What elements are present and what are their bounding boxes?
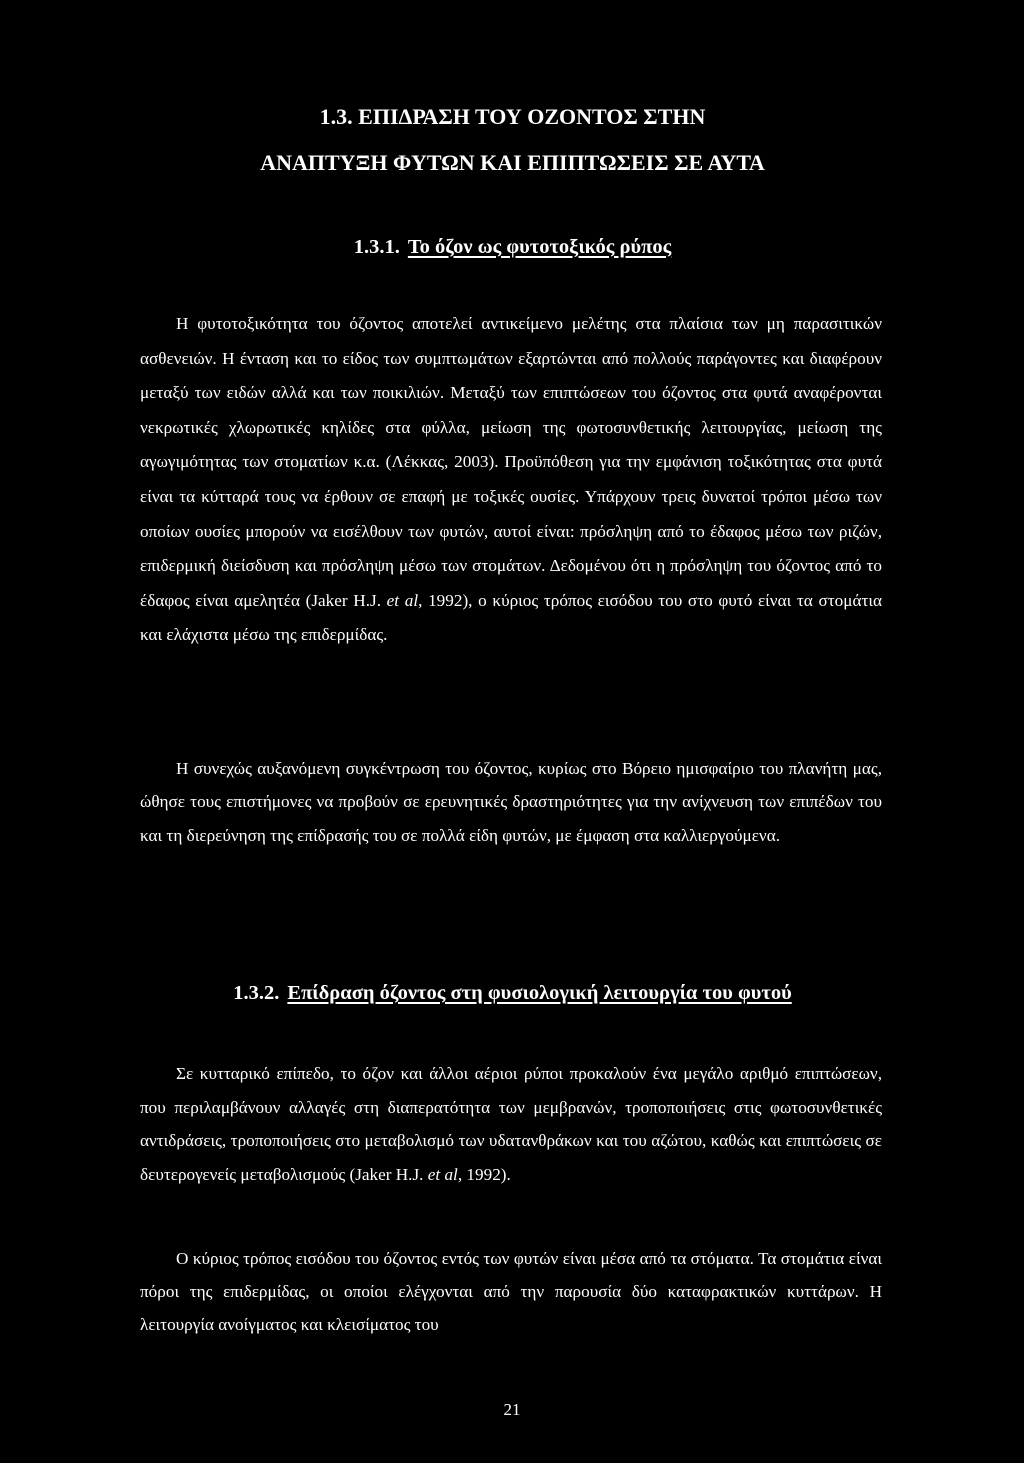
subsection-1-paragraph-1 bbox=[140, 307, 882, 653]
section-title-line-1: 1.3. ΕΠΙΔΡΑΣΗ ΤΟΥ ΟΖΟΝΤΟΣ ΣΤΗΝ bbox=[319, 104, 706, 129]
subsection-2-paragraph-2: Ο κύριος τρόπος εισόδου του όζοντος εντός των φυτών είναι μέσα από τα στόματα. Τα στομάτια είναι πόροι της επιδερμίδας, οι οποίοι ελέγχονται από την παρουσία δύο καταφρακτικών κυττάρων. Η λειτουργία ανοίγματος και κλεισίματος του bbox=[140, 1249, 882, 1334]
subsection-1-paragraph-1-italic: et al bbox=[386, 590, 419, 610]
subsection-1-paragraph-2: Η συνεχώς αυξανόμενη συγκέντρωση του όζοντος, κυρίως στο Βόρειο ημισφαίριο του πλανήτη μας, ώθησε τους επιστήμονες να προβούν σε ερευνητικές δραστηριότητες για την ανίχνευση των επιπέδων του και τη διερεύνηση της επίδρασής του σε πολλά είδη φυτών, με έμφαση στα καλλιεργούμενα. bbox=[140, 759, 882, 845]
subsection-2-number: 1.3.2. bbox=[233, 982, 280, 1004]
subsection-1-heading bbox=[140, 236, 885, 259]
subsection-1-paragraph-1-text-a: Η φυτοτοξικότητα του όζοντος αποτελεί αντικείμενο μελέτης στα πλαίσια των μη παρασιτικών ασθενειών. Η ένταση και το είδος των συμπτωμάτων εξαρτώνται από πολλούς παράγοντες και διαφέρουν μεταξύ των ειδών αλλά και των ποικιλιών. Μεταξύ των επιπτώσεων του όζοντος στα φυτά αναφέρονται νεκρωτικές χλωρωτικές κηλίδες στα φύλλα, μείωση της φωτοσυνθετικής λειτουργίας, μείωση της αγωγιμότητας των στοματίων κ.α. (Λέκκας, 2003). Προϋπόθεση για την εμφάνιση τοξικότητας στα φυτά είναι τα κύτταρά τους να έρθουν σε επαφή με τοξικές ουσίες. Υπάρχουν τρεις δυνατοί τρόποι μέσω των οποίων ουσίες μπορούν να εισέλθουν των φυτών, αυτοί είναι: πρόσληψη από το έδαφος μέσω των ριζών, επιδερμική διείσδυση και πρόσληψη μέσω των στομάτων. Δεδομένου ότι η πρόσληψη του όζοντος από το έδαφος είναι αμελητέα (Jaker H.J. bbox=[140, 314, 882, 610]
subsection-2-paragraph-1 bbox=[140, 1057, 882, 1191]
subsection-2-paragraph-1-text-a: Σε κυτταρικό επίπεδο, το όζον και άλλοι αέριοι ρύποι προκαλούν ένα μεγάλο αριθμό επιπτώσεων, που περιλαμβάνουν αλλαγές στη διαπερατότητα των μεμβρανών, τροποποιήσεις στις φωτοσυνθετικές αντιδράσεις, τροποποιήσεις στο μεταβολισμό των υδατανθράκων και του αζώτου, καθώς και επιπτώσεις σε δευτερογενείς μεταβολισμούς (Jaker H.J. bbox=[140, 1064, 882, 1184]
page-number: 21 bbox=[503, 1400, 521, 1419]
subsection-1-number: 1.3.1. bbox=[353, 236, 400, 258]
subsection-2-heading bbox=[140, 982, 885, 1005]
subsection-1-paragraph-1-text-b: , 1992), ο κύριος τρόπος εισόδου του στο φυτό είναι τα στομάτια και ελάχιστα μέσω της επιδερμίδας. bbox=[140, 590, 882, 645]
subsection-2-paragraph-1-text-b: , 1992). bbox=[457, 1164, 511, 1184]
section-title-line-2: ΑΝΑΠΤΥΞΗ ΦΥΤΩΝ ΚΑΙ ΕΠΙΠΤΩΣΕΙΣ ΣΕ ΑΥΤΑ bbox=[260, 150, 765, 175]
subsection-1-title: Το όζον ως φυτοτοξικός ρύπος bbox=[407, 236, 672, 258]
subsection-2-title: Επίδραση όζοντος στη φυσιολογική λειτουργία του φυτού bbox=[287, 982, 792, 1004]
subsection-2-paragraph-1-italic: et al bbox=[427, 1164, 458, 1184]
